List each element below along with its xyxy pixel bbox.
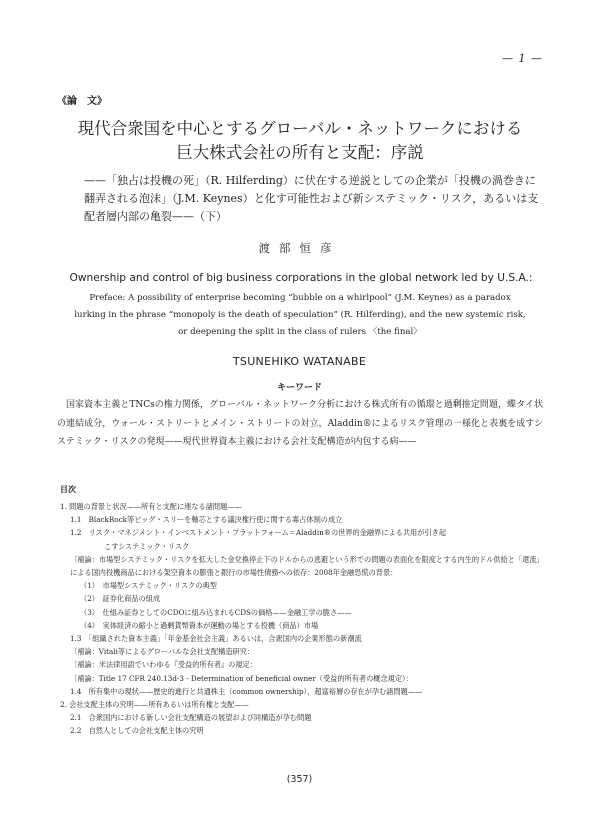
toc-item: （2） 証券化商品の組成 bbox=[80, 594, 161, 604]
toc-item: （1） 市場型システミック・リスクの典型 bbox=[80, 581, 217, 591]
article-title bbox=[40, 117, 560, 165]
author-name-en: TSUNEHIKO WATANABE bbox=[232, 355, 367, 368]
toc-item: 〔補論：市場型システミック・リスクを拡大した金兌換停止下のドルからの逃避という形での問題の表面化を限度とする内生的ドル供給と「還流」による国内投機商品における架空資本の膨張と銀行の市場性債務への依存：2008年金融恐慌の背景： bbox=[70, 554, 544, 578]
english-subtitle-line-1: Preface: A possibility of enterprise becoming “bubble on a whirlpool” (J.M. Keynes) as a paradox bbox=[89, 293, 511, 303]
toc-item: 〔補論：Vitali等によるグローバルな会社支配構造研究： bbox=[70, 647, 255, 657]
title-line-2: 巨大株式会社の所有と支配：序説 bbox=[176, 143, 424, 162]
toc-item: 2. 会社支配主体の究明——所有あるいは所有権と支配—— bbox=[60, 700, 249, 710]
toc-item: （3） 仕組み証券としてのCDOに組み込まれるCDSの価格——金融工学の脆さ—— bbox=[80, 607, 352, 617]
page-number-top: — 1 — bbox=[502, 52, 543, 65]
section-tag: 《論 文》 bbox=[57, 96, 107, 107]
english-title: Ownership and control of big business corporations in the global network led by U.S.A.: bbox=[69, 272, 533, 284]
toc-heading: 目次 bbox=[60, 485, 76, 494]
toc-item: 1.4 所有集中の現状——歴史的進行と共通株主（common ownership），超富裕層の存在が孕む諸問題—— bbox=[70, 686, 423, 696]
toc-item: 1.1 BlackRock等ビッグ・スリーを軸芯とする議決権行使に関する寡占体制の成立 bbox=[70, 515, 343, 525]
english-subtitle-line-2: lurking in the phrase “monopoly is the death of speculation” (R. Hilferding), and the new systemic risk, bbox=[74, 310, 526, 320]
toc-item: 1. 問題の背景と状況——所有と支配に連なる諸問題—— bbox=[60, 502, 242, 511]
keywords-heading: キーワード bbox=[276, 383, 322, 393]
english-subtitle bbox=[54, 290, 546, 341]
toc-item: （4） 実体経済の縮小と過剰貨幣資本が運動の場とする投機（商品）市場 bbox=[80, 620, 319, 630]
toc-item-continuation: こすシステミック・リスク bbox=[104, 541, 190, 551]
toc-item: 〔補論：Title 17 CFR 240.13d-3 - Determination of beneficial owner（受益的所有者の概念規定）： bbox=[70, 673, 413, 683]
article-subtitle: ——「独占は投機の死」（R. Hilferding）に伏在する逆説としての企業が「投機の渦巻きに翻弄される泡沫」（J.M. Keynes）と化す可能性および新システミック・リスク，あるいは支配者層内部の亀裂——（下） bbox=[84, 174, 539, 223]
toc-item: 2.1 合衆国内における新しい会社支配構造の展望および同構造が孕む問題 bbox=[70, 713, 312, 723]
toc-item: 1.2 リスク・マネジメント・インベストメント・プラットフォーム＝Aladdin®の世界的金融界による共用が引き起 bbox=[70, 528, 447, 538]
table-of-contents bbox=[60, 500, 544, 738]
english-subtitle-line-3: or deepening the split in the class of rulers 〈the final〉 bbox=[178, 327, 422, 337]
toc-item: 〔補論：米法律用語でいわゆる『受益的所有者』の規定： bbox=[70, 660, 257, 670]
toc-item: 2.2 自然人としての会社支配主体の究明 bbox=[70, 726, 204, 736]
author-name-jp: 渡部恒彦 bbox=[258, 241, 341, 255]
page-number-bottom: (357) bbox=[286, 774, 313, 785]
keywords-body: 国家資本主義とTNCsの権力関係，グローバル・ネットワーク分析における株式所有の循環と過剰推定問題，蝶タイ状の連結成分，ウォール・ストリートとメイン・ストリートの対立，Aladdin®によるリスク管理の一様化と表裏を成すシステミック・リスクの発現——現代世界資本主義における会社支配構造が内包する病—— bbox=[57, 400, 543, 447]
title-line-1: 現代合衆国を中心とするグローバル・ネットワークにおける bbox=[77, 119, 523, 138]
toc-item: 1.3 「組織された資本主義」「年金基金社会主義」あるいは，合衆国内の企業形態の新潮流 bbox=[70, 634, 362, 644]
